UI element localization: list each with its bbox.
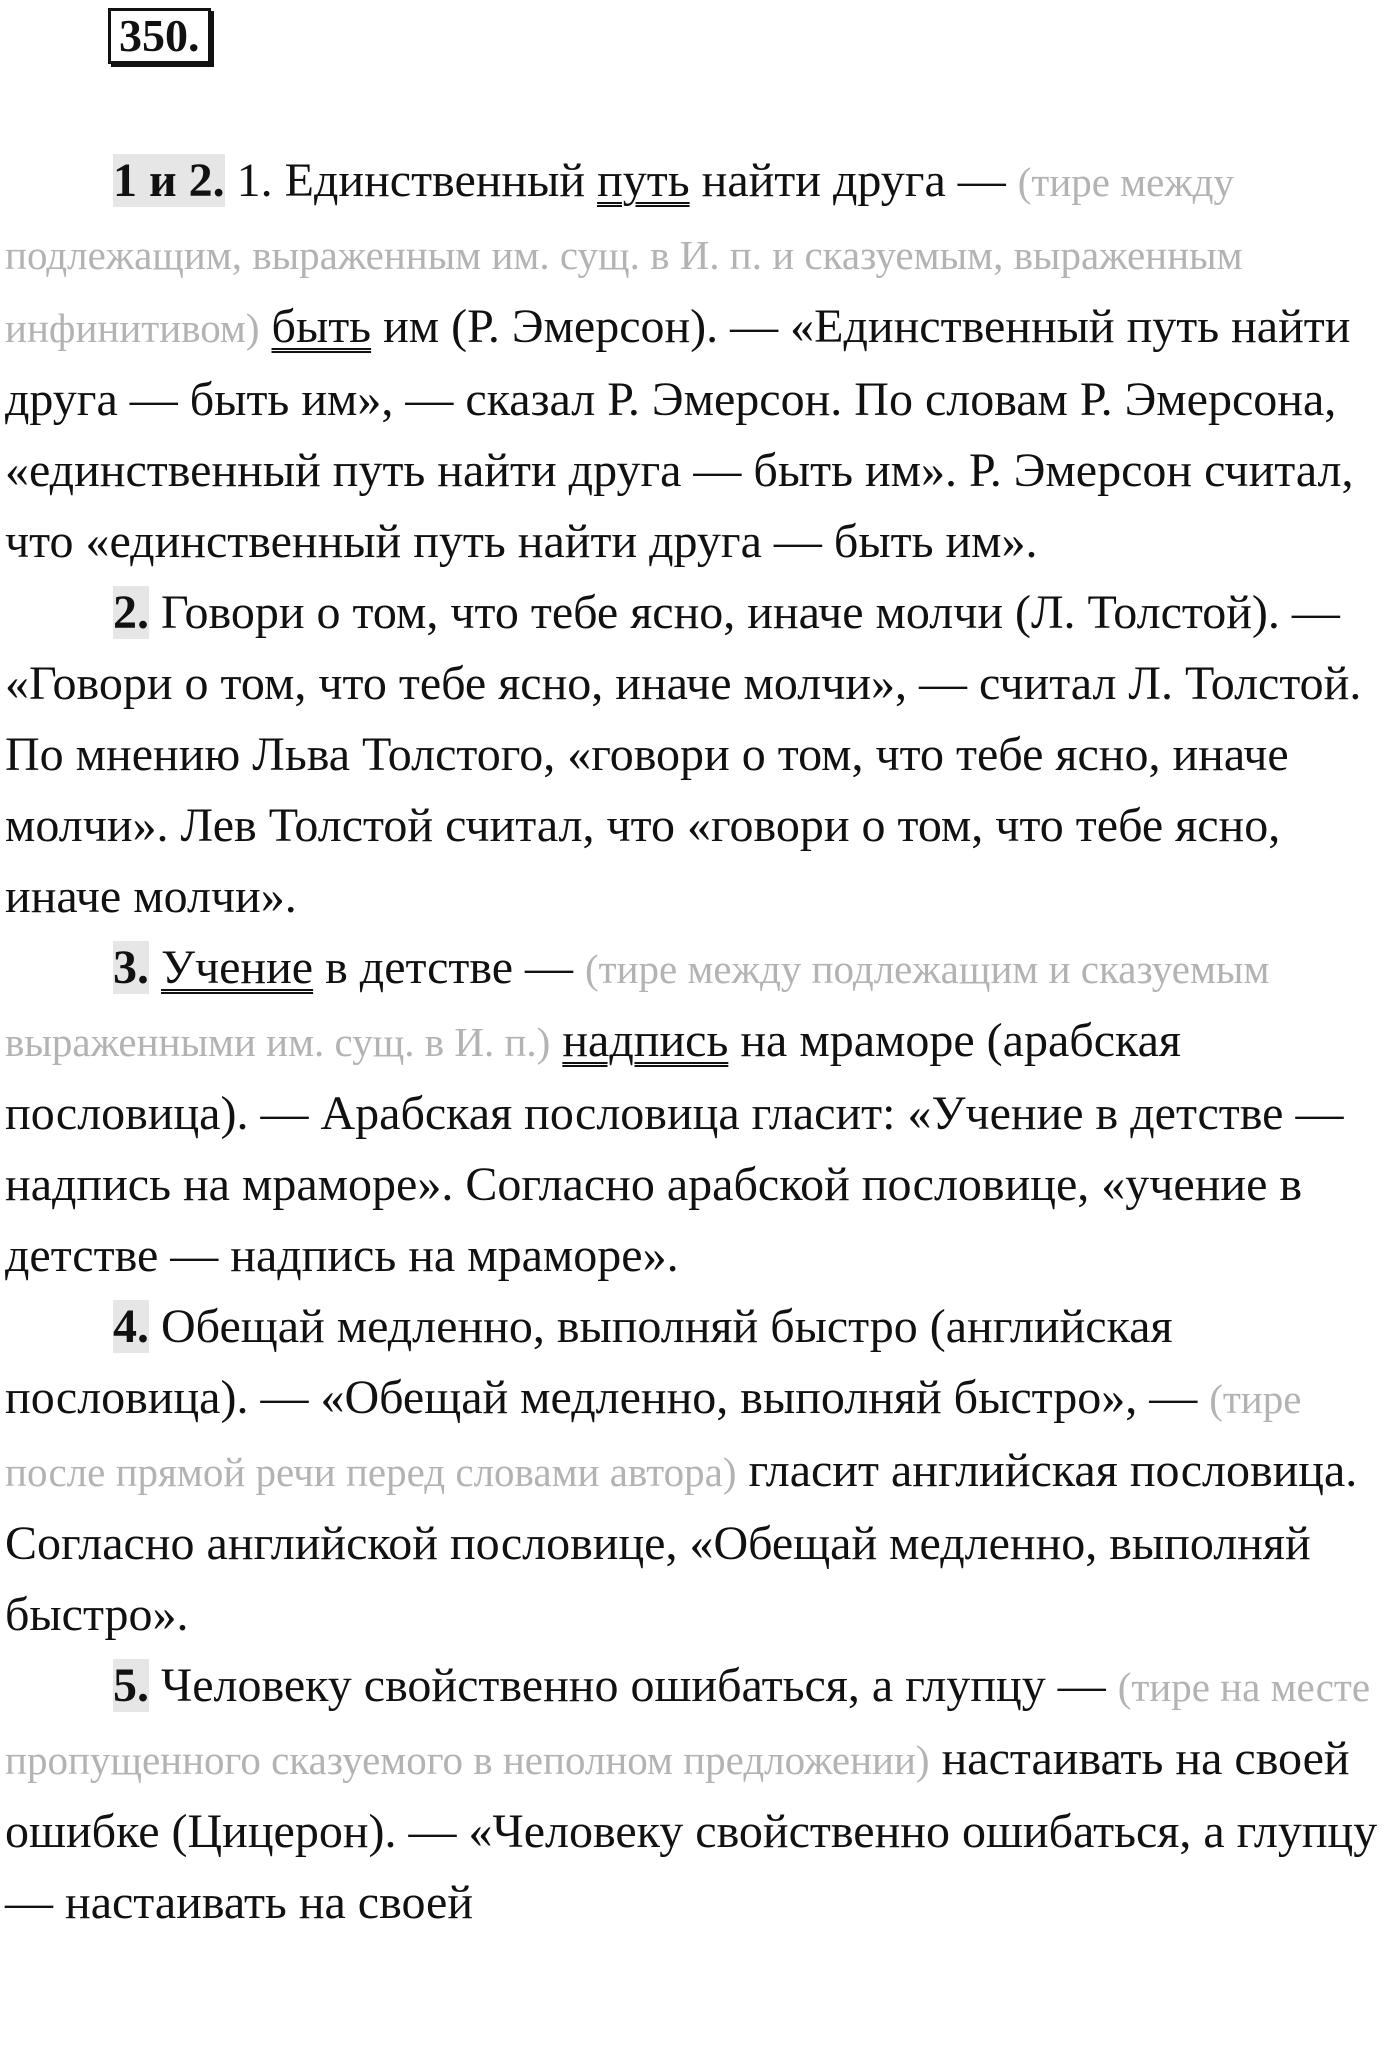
text-run: на мраморе (арабская пословица). — Арабская пословица гласит: «Учение в детстве — надпись на мраморе». Согласно арабской пословице, «учение в детстве — надпись на мраморе». xyxy=(5,1014,1344,1282)
text-run: 1. Единственный xyxy=(224,154,598,207)
item-number: 4. xyxy=(113,1300,149,1353)
exercise-text xyxy=(5,145,1390,1938)
underlined-predicate: надпись xyxy=(562,1014,729,1067)
item-number: 5. xyxy=(113,1659,149,1712)
underlined-predicate: быть xyxy=(271,300,372,353)
text-run: настаивать на своей ошибке (Цицерон). — «Человеку свойственно ошибаться, а глупцу — настаивать на своей xyxy=(5,1732,1378,1929)
item-number: 1 и 2. xyxy=(113,154,225,207)
text-run: Говори о том, что тебе ясно, иначе молчи (Л. Толстой). — «Говори о том, что тебе ясно, иначе молчи», — считал Л. Толстой. По мнению Льва Толстого, «говори о том, что тебе ясно, иначе молчи». Лев Толстой считал, что «говори о том, что тебе ясно, иначе молчи». xyxy=(5,586,1362,923)
text-run: в детстве — xyxy=(313,941,586,994)
text-run: найти друга — xyxy=(689,154,1018,207)
paragraph-2 xyxy=(5,577,1390,932)
underlined-subject: путь xyxy=(597,154,690,207)
grammar-note: (тире между подлежащим и сказуемым выраженными им. сущ. в И. п.) xyxy=(5,946,1270,1065)
paragraph-4 xyxy=(5,1291,1390,1650)
underlined-subject: Учение xyxy=(161,941,314,994)
exercise-number: 350. xyxy=(108,8,211,64)
grammar-note: (тире на месте пропущенного сказуемого в неполном предложении) xyxy=(5,1664,1371,1783)
paragraph-3 xyxy=(5,932,1390,1291)
text-run xyxy=(260,300,272,353)
grammar-note: (тире после прямой речи перед словами автора) xyxy=(5,1376,1302,1495)
text-run: им (Р. Эмерсон). — «Единственный путь найти друга — быть им», — сказал Р. Эмерсон. По словам Р. Эмерсона, «единственный путь найти друга — быть им». Р. Эмерсон считал, что «единственный путь найти друга — быть им». xyxy=(5,300,1354,568)
item-number: 3. xyxy=(113,941,149,994)
text-run: гласит английская пословица. Согласно английской пословице, «Обещай медленно, выполняй быстро». xyxy=(5,1444,1358,1641)
grammar-note: (тире между подлежащим, выраженным им. сущ. в И. п. и сказуемым, выраженным инфинитивом) xyxy=(5,159,1243,351)
text-run: Человеку свойственно ошибаться, а глупцу — xyxy=(149,1659,1118,1712)
text-run: Обещай медленно, выполняй быстро (английская пословица). — «Обещай медленно, выполняй быстро», — xyxy=(5,1300,1210,1424)
text-run xyxy=(149,941,161,994)
item-number: 2. xyxy=(113,586,149,639)
paragraph-5 xyxy=(5,1650,1390,1938)
paragraph-1 xyxy=(5,145,1390,577)
text-run xyxy=(550,1014,562,1067)
